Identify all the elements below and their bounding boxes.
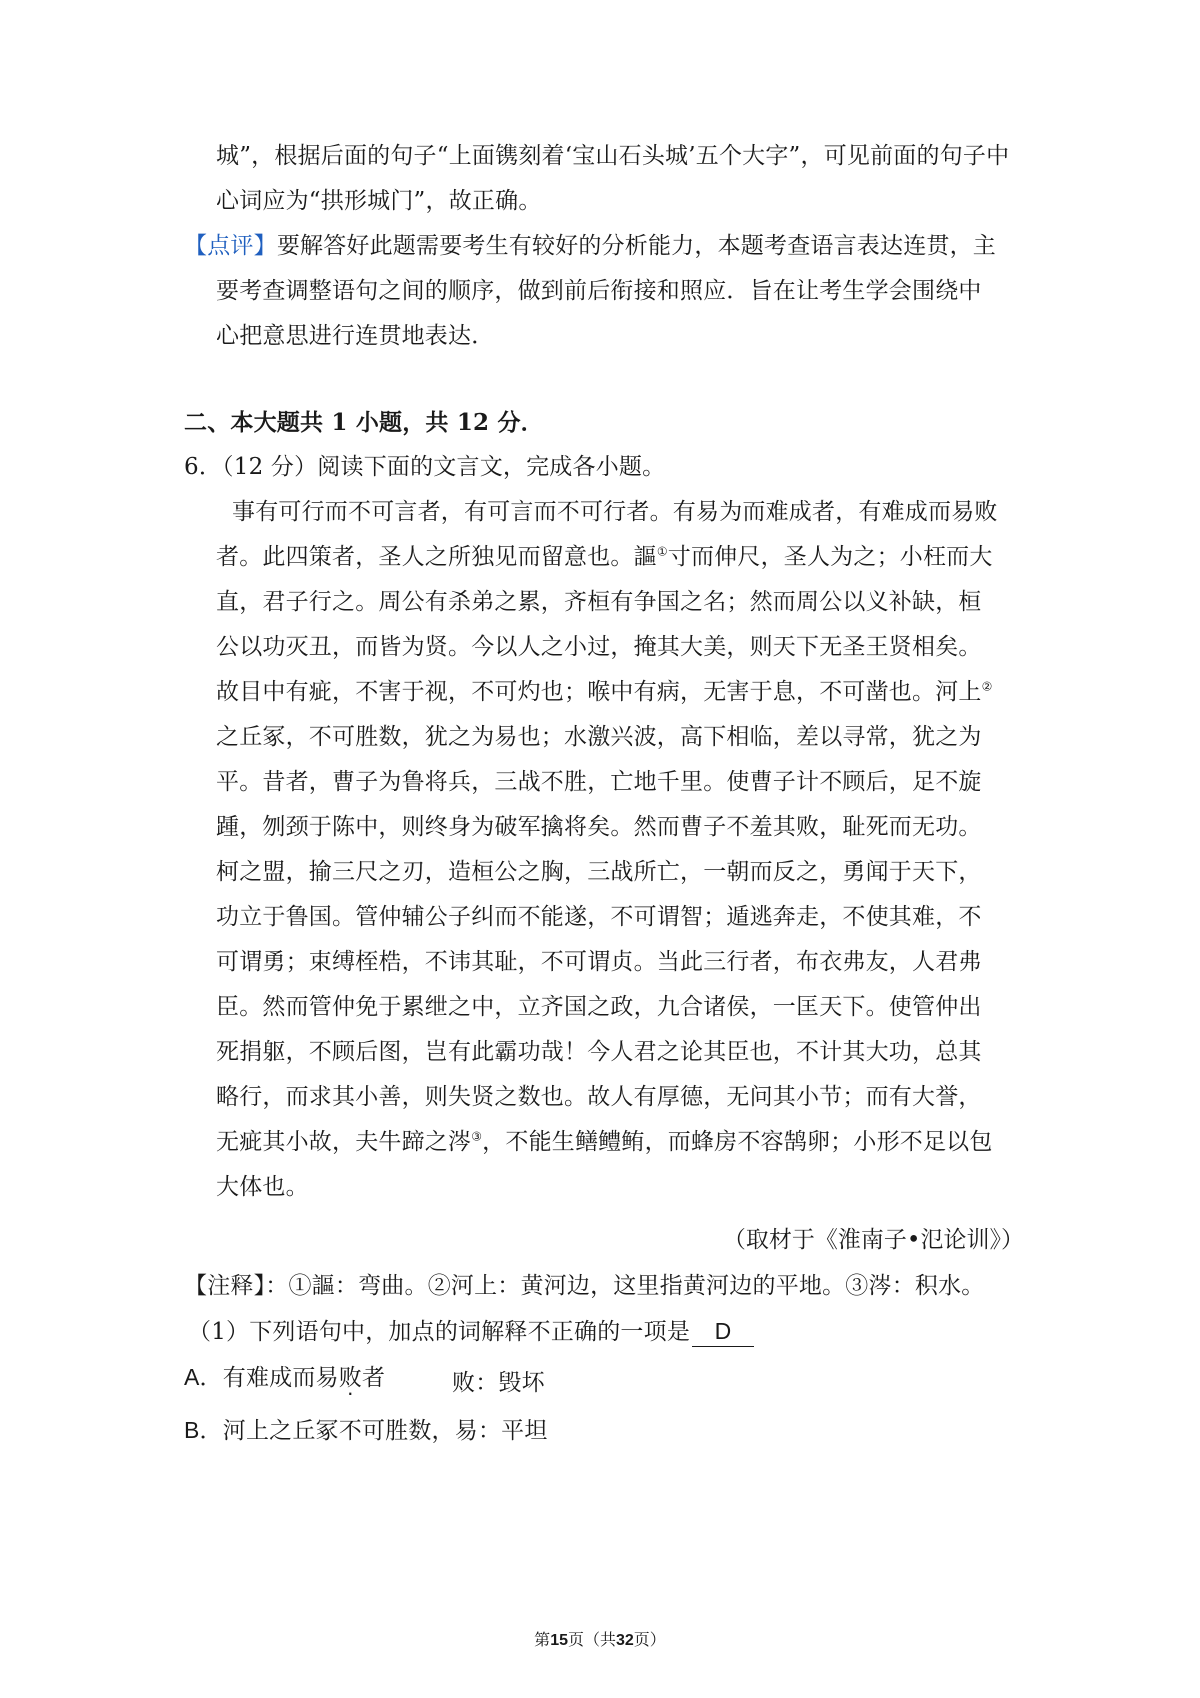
passage-line-1: 事有可行而不可言者，有可言而不可行者。有易为而难成者，有难成而易败 [232,499,998,525]
answer-continuation-line-1: 城”，根据后面的句子“上面镌刻着‘宝山石头城’五个大字”，可见前面的句子中 [216,143,1010,169]
footnote-mark-3: ③ [471,1129,483,1144]
footnote-mark-2: ② [981,679,993,694]
section-heading: 二、本大题共 1 小题，共 12 分． [184,409,544,436]
page-number: 15 [550,1632,568,1649]
page-total: 32 [616,1632,634,1649]
passage-line-15: 无疵其小故，夫牛蹄之涔③，不能生鳝鳢鲔，而蜂房不容鹄卵；小形不足以包 [216,1129,993,1155]
passage-line-11: 可谓勇；束缚桎梏，不讳其耻，不可谓贞。当此三行者，布衣弗友，人君弗 [216,949,982,975]
option-b: B．河上之丘冢不可胜数，易：平坦 [184,1417,548,1443]
passage-line-3: 直，君子行之。周公有杀弟之累，齐桓有争国之名；然而周公以义补缺，桓 [216,589,982,615]
dotted-char: 败 [338,1364,362,1390]
passage-line-8: 踵，刎颈于陈中，则终身为破军擒将矣。然而曹子不羞其败，耻死而无功。 [216,814,982,840]
page-footer: 第15页（共32页） [534,1630,666,1649]
answer-continuation-line-2: 心词应为“拱形城门”，故正确。 [216,188,542,214]
passage-line-4: 公以功灭丑，而皆为贤。今以人之小过，掩其大美，则天下无圣王贤相矣。 [216,634,982,660]
option-a: A．有难成而易败者 [184,1364,386,1390]
footnote-mark-1: ① [656,544,668,559]
comment-line-3: 心把意思进行连贯地表达． [216,323,495,349]
comment-line-2: 要考查调整语句之间的顺序，做到前后衔接和照应．旨在让考生学会围绕中 [216,278,982,304]
passage-line-12: 臣。然而管仲免于累绁之中，立齐国之政，九合诸侯，一匡天下。使管仲出 [216,994,982,1020]
passage-line-7: 平。昔者，曹子为鲁将兵，三战不胜，亡地千里。使曹子计不顾后，足不旋 [216,769,982,795]
question-stem: 6．（12 分）阅读下面的文言文，完成各小题。 [184,454,666,480]
passage-source: （取材于《淮南子•氾论训》） [722,1227,1024,1253]
passage-line-10: 功立于鲁国。管仲辅公子纠而不能遂，不可谓智；遁逃奔走，不使其难，不 [216,904,982,930]
char-wei: 謳 [633,544,657,570]
passage-line-6: 之丘冢，不可胜数，犹之为易也；水激兴波，高下相临，差以寻常，犹之为 [216,724,982,750]
passage-line-13: 死捐躯，不顾后图，岂有此霸功哉！今人君之论其臣也，不计其大功，总其 [216,1039,982,1065]
comment-line-1: 【点评】要解答好此题需要考生有较好的分析能力，本题考查语言表达连贯，主 [184,233,997,259]
sub-question-1: （1）下列语句中，加点的词解释不正确的一项是 D [188,1316,754,1347]
passage-line-2: 者。此四策者，圣人之所独见而留意也。謳①寸而伸尺，圣人为之；小枉而大 [216,544,993,570]
passage-line-14: 略行，而求其小善，则失贤之数也。故人有厚德，无问其小节；而有大誉， [216,1084,982,1110]
notes: 【注释】：①謳：弯曲。②河上：黄河边，这里指黄河边的平地。③涔：积水。 [184,1273,985,1299]
passage-line-5: 故目中有疵，不害于视，不可灼也；喉中有病，无害于息，不可凿也。河上② [216,679,993,705]
passage-line-16: 大体也。 [216,1174,309,1200]
answer-blank: D [692,1316,754,1347]
comment-tag: 【点评】 [184,233,277,259]
option-a-explanation: 败：毁坏 [452,1370,545,1396]
passage-line-9: 柯之盟，揄三尺之刃，造桓公之胸，三战所亡，一朝而反之，勇闻于天下， [216,859,982,885]
